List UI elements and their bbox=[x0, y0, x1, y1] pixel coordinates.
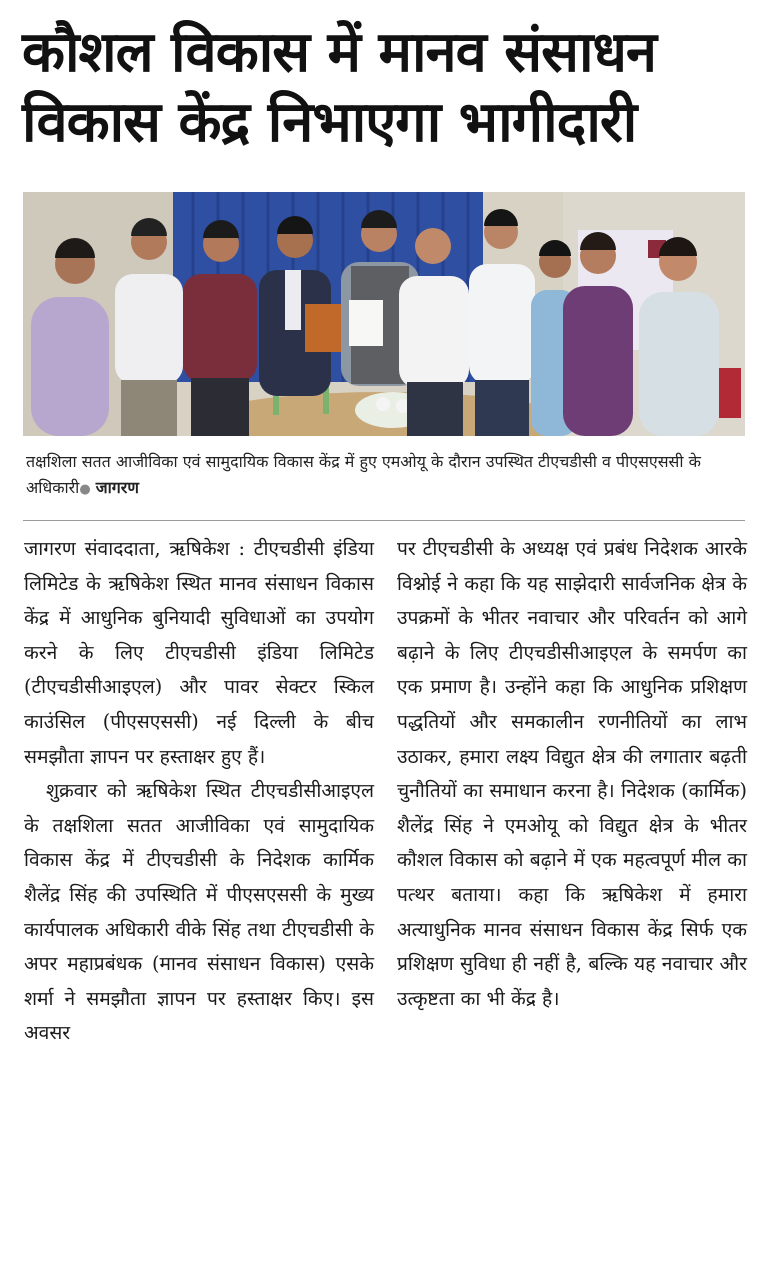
article-column-left bbox=[24, 532, 374, 1051]
article-column-right bbox=[397, 532, 747, 1016]
caption-credit: जागरण bbox=[95, 478, 139, 497]
headline-line-1: कौशल विकास में मानव संसाधन bbox=[22, 20, 656, 85]
article-paragraph: जागरण संवाददाता, ऋषिकेश : टीएचडीसी इंडिया लिमिटेड के ऋषिकेश स्थित मानव संसाधन विकास केंद्र में आधुनिक बुनियादी सुविधाओं का उपयोग करने के लिए टीएचडीसी इंडिया लिमिटेड (टीएचडीसीआइएल) और पावर सेक्टर स्किल काउंसिल (पीएसएससी) नई दिल्ली के बीच समझौता ज्ञापन पर हस्ताक्षर हुए हैं। bbox=[24, 537, 374, 768]
article-paragraph: पर टीएचडीसी के अध्यक्ष एवं प्रबंध निदेशक आरके विश्नोई ने कहा कि यह साझेदारी सार्वजनिक क्षेत्र के उपक्रमों के भीतर नवाचार और परिवर्तन को आगे बढ़ाने के लिए टीएचडीसीआइएल के समर्पण का एक प्रमाण है। उन्होंने कहा कि आधुनिक प्रशिक्षण पद्धतियों और समकालीन रणनीतियों का लाभ उठाकर, हमारा लक्ष्य विद्युत क्षेत्र की लगातार बढ़ती चुनौतियों का समाधान करना है। निदेशक (कार्मिक) शैलेंद्र सिंह ने एमओयू को विद्युत क्षेत्र के भीतर कौशल विकास को बढ़ाने में एक महत्वपूर्ण मील का पत्थर बताया। कहा कि ऋषिकेश में हमारा अत्याधुनिक मानव संसाधन विकास केंद्र सिर्फ एक प्रशिक्षण सुविधा ही नहीं है, बल्कि यह नवाचार और उत्कृष्टता का भी केंद्र है। bbox=[397, 537, 747, 1010]
caption-text: तक्षशिला सतत आजीविका एवं सामुदायिक विकास केंद्र में हुए एमओयू के दौरान उपस्थित टीएचडीसी व पीएसएससी के अधिकारी bbox=[26, 452, 701, 497]
divider bbox=[23, 520, 745, 521]
photo-caption bbox=[26, 449, 746, 503]
headline-line-2: विकास केंद्र निभाएगा भागीदारी bbox=[22, 90, 637, 155]
headline bbox=[22, 18, 746, 158]
group-photo-icon bbox=[23, 192, 745, 436]
group-photo bbox=[23, 192, 745, 436]
article-paragraph: शुक्रवार को ऋषिकेश स्थित टीएचडीसीआइएल के तक्षशिला सतत आजीविका एवं सामुदायिक विकास केंद्र में टीएचडीसी के निदेशक कार्मिक शैलेंद्र सिंह की उपस्थिति में पीएसएससी के मुख्य कार्यपालक अधिकारी वीके सिंह तथा टीएचडीसी के अपर महाप्रबंधक (मानव संसाधन विकास) एसके शर्मा ने समझौता ज्ञापन पर हस्ताक्षर किए। इस अवसर bbox=[24, 779, 374, 1045]
caption-bullet: ● bbox=[79, 482, 91, 497]
